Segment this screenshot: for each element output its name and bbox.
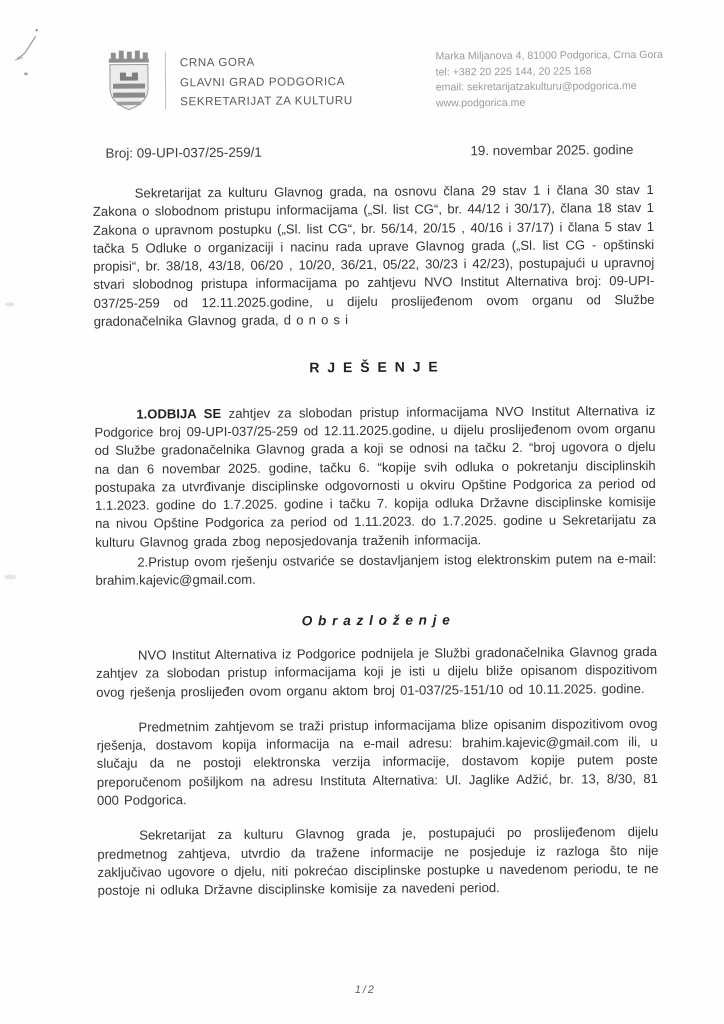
letterhead — [105, 46, 663, 114]
page-number: 1/2 — [354, 983, 376, 997]
contact-block — [435, 46, 663, 112]
contact-phone: tel: +382 20 225 144, 20 225 168 — [435, 64, 592, 78]
org-department: SEKRETARIJAT ZA KULTURU — [180, 94, 353, 109]
resolution-item-1-text: zahtjev za slobodan pristup informacijama NVO Institut Alternativa iz Podgorice broj 09-UPI-037/25-259 od 12.11.2025.godine, u dijelu proslijeđenom ovom organu od Službe gradonačelnika Glavnog grada a koji se odnosi na tačku 2. “broj ugovora o djelu na dan 6 novembar 2025. godine, tačku 6. “kopije svih odluka o pokretanju disciplinskih postupaka za utvrđivanje disciplinske odgovornosti u okviru Opštine Podgorica za period od 1.1.2023. godine do 1.7.2025. godine i tačku 7. kopija odluka Državne disciplinske komisije na nivou Opštine Podgorica za period od 1.11.2023. do 1.7.2025. godine u Sekretarijatu za kulturu Glavnog grada zbog neposjedovanja traženih informacija. — [94, 402, 657, 550]
scan-smudge — [5, 302, 15, 306]
explanation-paragraph-3: Sekretarijat za kulturu Glavnog grada je, postupajući po proslijeđenom dijelu predmetnog zahtjeva, utvrdio da tražene informacije ne posjeduje iz razloga što nije zaključivao ugovore o djelu, niti pokrećao disciplinske postupke u navedenom periodu, te ne postoje ni odluka Državne disciplinske komisije za navedeni period. — [97, 824, 659, 899]
document-title: R J E Š E N J E — [309, 358, 440, 376]
reference-row — [105, 142, 633, 161]
document-date: 19. novembar 2025. godine — [470, 142, 634, 159]
ink-speck — [24, 72, 28, 75]
explanation-section-title: O b r a z l o ž e n j e — [301, 612, 451, 629]
scan-smudge — [4, 574, 16, 579]
document-body — [93, 181, 659, 900]
resolution-item-1 — [94, 402, 656, 552]
resolution-item-1-lead: 1.ODBIJA SE — [136, 405, 222, 422]
resolution-item-2: 2.Pristup ovom rješenju ostvariće se dostavljanjem istog elektronskim putem na e-mail: brahim.kajevic@gmail.com. — [95, 550, 657, 589]
pen-scribble-mark — [13, 24, 49, 64]
org-city: GLAVNI GRAD PODGORICA — [179, 74, 346, 89]
header-divider — [165, 51, 166, 109]
contact-website: www.podgorica.me — [435, 96, 526, 109]
document-number: Broj: 09-UPI-037/25-259/1 — [105, 144, 262, 161]
podgorica-coat-of-arms-icon — [105, 49, 153, 111]
organization-block — [180, 48, 353, 112]
org-country: CRNA GORA — [179, 55, 255, 70]
contact-address: Marka Miljanova 4, 81000 Podgorica, Crna Gora — [435, 48, 663, 63]
contact-email: email: sekretarijatzakulturu@podgorica.me — [435, 80, 637, 94]
explanation-paragraph-2: Predmetnim zahtjevom se traži pristup informacijama blize opisanim dispozitivom ovog rješenja, dostavom kopija informacija na e-mail adresu: brahim.kajevic@gmail.com ili, u slučaju da ne postoji elektronska verzija informacije, dostavom kopije putem poste preporučenom pošiljkom na adresu Instituta Alternativa: Ul. Jaglike Adžić, br. 13, 8/30, 81 000 Podgorica. — [96, 715, 658, 808]
intro-paragraph: Sekretarijat za kulturu Glavnog grada, na osnovu člana 29 stav 1 i člana 30 stav 1 Zakona o slobodnom pristupu informacijama („Sl. list CG“, br. 44/12 i 30/17), člana 18 stav 1 Zakona o upravnom postupku („Sl. list CG“, br. 56/14, 20/15 , 40/16 i 37/17) i člana 5 stav 1 tačka 5 Odluke o organizaciji i nacinu rada uprave Glavnog grada („Sl. list CG - opštinski propisi“, br. 38/18, 43/18, 06/20 , 10/20, 36/21, 05/22, 30/23 i 42/23), postupajući u upravnoj stvari slobodnog pristupa informacijama po zahtjevu NVO Institut Alternativa broj: 09-UPI-037/25-259 od 12.11.2025.godine, u dijelu proslijeđenom ovom organu od Službe gradonačelnika Glavnog grada, d o n o s i — [92, 181, 655, 329]
explanation-paragraph-1: NVO Institut Alternativa iz Podgorice podnijela je Službi gradonačelnika Glavnog grada zahtjev za slobodan pristup informacijama koji je isti u dijelu bliže opisanom dispozitivom ovog rješenja proslijeđen ovom organu aktom broj 01-037/25-151/10 od 10.11.2025. godine. — [96, 643, 658, 700]
